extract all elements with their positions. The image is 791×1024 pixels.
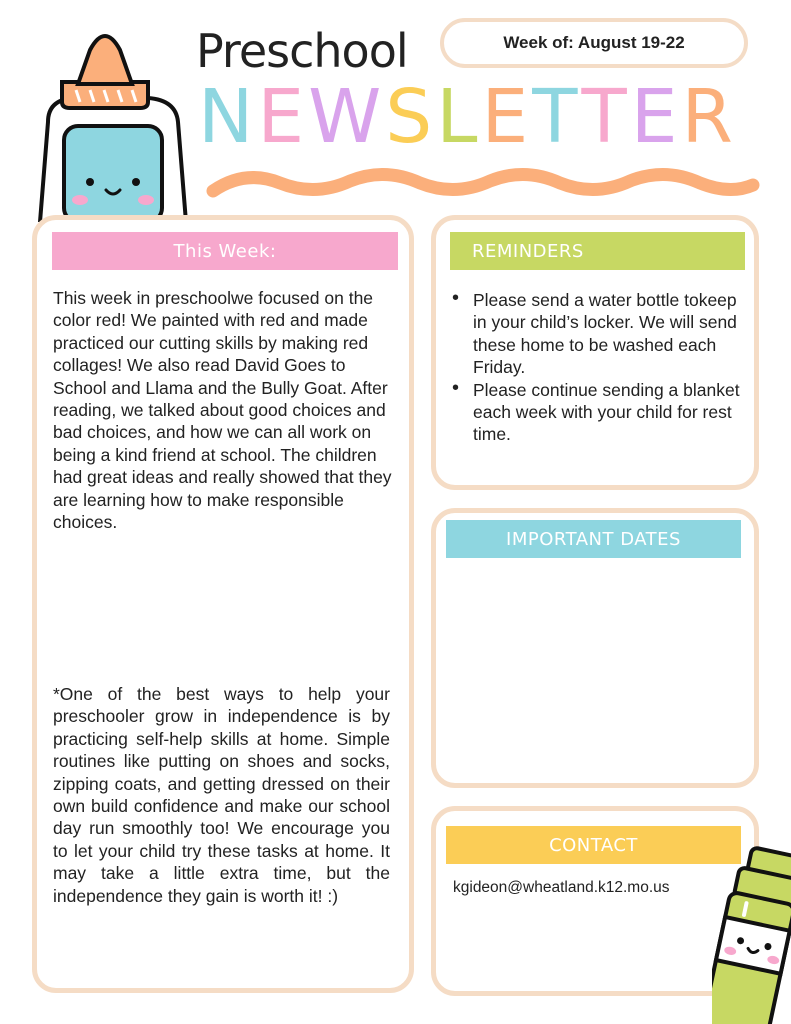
contact-heading: CONTACT xyxy=(446,826,741,864)
title-letter: T xyxy=(581,74,631,160)
wavy-line-icon xyxy=(205,165,760,201)
newsletter-title xyxy=(198,74,737,160)
glue-bottle-icon xyxy=(28,22,198,222)
title-letter: T xyxy=(532,74,582,160)
reminder-item: • Please continue sending a blanket each week with your child for rest time. xyxy=(452,379,742,446)
reminders-heading: REMINDERS xyxy=(450,232,745,270)
reminders-list xyxy=(452,289,742,446)
title-preschool: Preschool xyxy=(196,24,408,78)
glue-stick-icon xyxy=(712,845,791,1024)
title-letter: L xyxy=(436,74,482,160)
this-week-heading: This Week: xyxy=(52,232,398,270)
title-letter: N xyxy=(198,74,258,160)
this-week-paragraph: This week in preschoolwe focused on the color red! We painted with red and made practiced our cutting skills by making red collages! We also read David Goes to School and Llama and the Bully Goat. After reading, we talked about good choices and bad choices, and how we can all work on being a kind friend at school. The children had great ideas and really showed that they are learning how to make responsible choices. xyxy=(53,288,392,533)
title-letter: S xyxy=(385,74,437,160)
important-dates-heading: IMPORTANT DATES xyxy=(446,520,741,558)
title-letter: E xyxy=(630,74,682,160)
independence-paragraph: *One of the best ways to help your preschooler grow in independence is by practicing self-help skills at home. Simple routines like putting on shoes and socks, zipping coats, and getting dressed on their own build confidence and make our school day run smoothly too! We encourage you to let your child try these tasks at home. It may take a little extra time, but the independence they gain is worth it! :) xyxy=(53,684,390,906)
contact-email[interactable]: kgideon@wheatland.k12.mo.us xyxy=(453,879,670,896)
reminder-item: • Please send a water bottle tokeep in your child’s locker. We will send these home to be washed each Friday. xyxy=(452,289,742,379)
title-letter: R xyxy=(681,74,737,160)
title-letter: E xyxy=(257,74,309,160)
title-letter: E xyxy=(481,74,533,160)
week-of-label: Week of: August 19-22 xyxy=(440,18,748,68)
title-letter: W xyxy=(308,74,386,160)
